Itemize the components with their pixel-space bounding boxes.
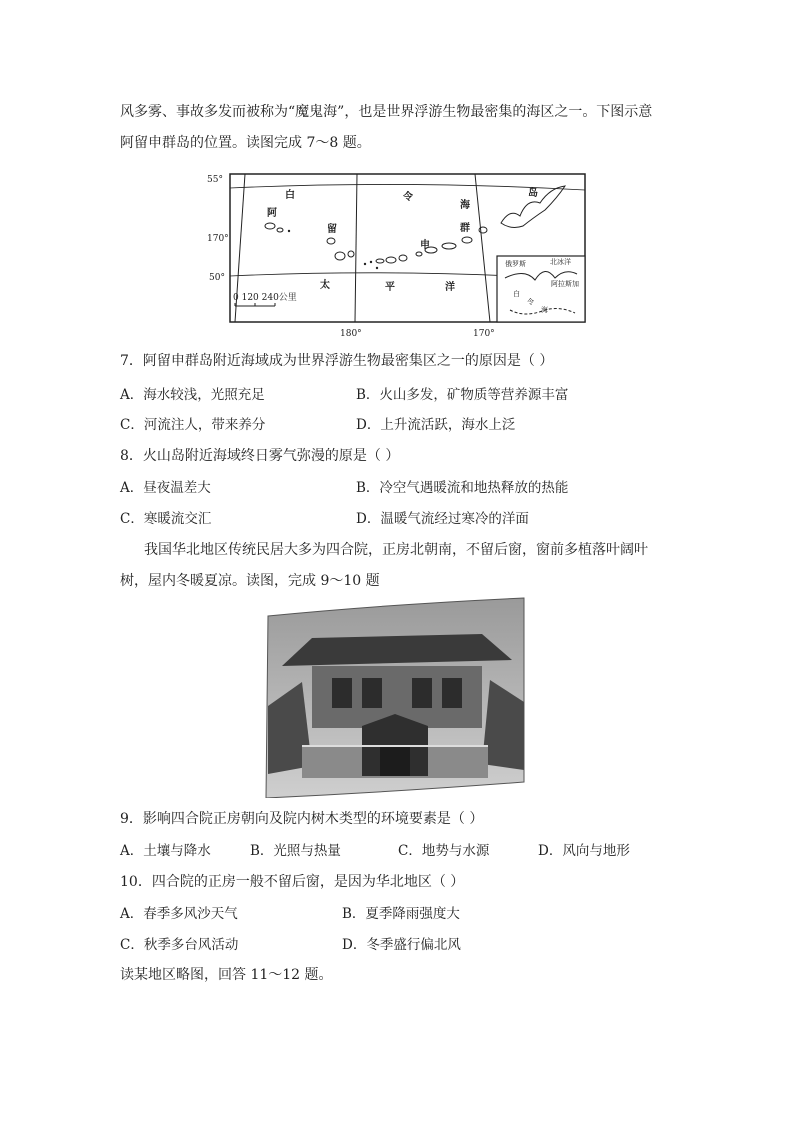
q7-stem: 7．阿留申群岛附近海域成为世界浮游生物最密集区之一的原因是（ ） xyxy=(120,353,554,369)
map-label-liu: 留 xyxy=(327,224,337,235)
intro-line-2: 阿留申群岛的位置。读图完成 7～8 题。 xyxy=(120,135,371,151)
inset-label-bai: 白 xyxy=(513,290,520,298)
intro2-line-2: 树，屋内冬暖夏凉。读图，完成 9～10 题 xyxy=(120,573,380,589)
q9-stem: 9．影响四合院正房朝向及院内树木类型的环境要素是（ ） xyxy=(120,811,484,827)
q10-stem: 10．四合院的正房一般不留后窗，是因为华北地区（ ） xyxy=(120,874,465,890)
lat-55-label: 55° xyxy=(207,175,223,185)
q9-option-d[interactable]: D．风向与地形 xyxy=(538,843,630,859)
inset-label-eluosi: 俄罗斯 xyxy=(505,260,526,268)
map-label-ping: 平 xyxy=(385,282,395,293)
map-label-dao: 岛 xyxy=(528,188,538,199)
q10-option-d[interactable]: D．冬季盛行偏北风 xyxy=(342,937,461,953)
map-label-hai: 海 xyxy=(460,200,470,211)
q9-option-c[interactable]: C．地势与水源 xyxy=(398,843,490,859)
map-scale-label: 0 120 240公里 xyxy=(233,293,297,303)
q8-option-c[interactable]: C．寒暖流交汇 xyxy=(120,511,212,527)
q10-option-c[interactable]: C．秋季多台风活动 xyxy=(120,937,239,953)
lat-50-label: 50° xyxy=(209,273,225,283)
lat-170-label: 170° xyxy=(207,234,229,244)
lon-170-label: 170° xyxy=(473,329,495,339)
map-label-tai: 太 xyxy=(320,280,330,291)
q9-option-a[interactable]: A．土壤与降水 xyxy=(120,843,211,859)
map-label-qun: 群 xyxy=(460,223,470,234)
map-label-yang: 洋 xyxy=(445,282,455,293)
inset-label-beibing: 北冰洋 xyxy=(550,258,571,266)
q8-option-d[interactable]: D．温暖气流经过寒冷的洋面 xyxy=(356,511,529,527)
lon-180-label: 180° xyxy=(340,329,362,339)
inset-label-ling: 令 xyxy=(527,298,534,306)
intro2-line-1: 我国华北地区传统民居大多为四合院，正房北朝南，不留后窗，窗前多植落叶阔叶 xyxy=(144,542,648,558)
q8-option-a[interactable]: A．昼夜温差大 xyxy=(120,480,211,496)
q10-option-b[interactable]: B．夏季降雨强度大 xyxy=(342,906,460,922)
intro-line-1: 风多雾、事故多发而被称为“魔鬼海”，也是世界浮游生物最密集的海区之一。下图示意 xyxy=(120,104,653,120)
q7-option-a[interactable]: A．海水较浅，光照充足 xyxy=(120,387,265,403)
q7-option-d[interactable]: D．上升流活跃，海水上泛 xyxy=(356,417,516,433)
aleutian-map xyxy=(205,168,593,340)
map-label-shen: 申 xyxy=(420,240,430,251)
q10-option-a[interactable]: A．春季多风沙天气 xyxy=(120,906,238,922)
q7-option-b[interactable]: B．火山多发，矿物质等营养源丰富 xyxy=(356,387,569,403)
inset-label-hai: 海 xyxy=(541,306,548,314)
inset-label-alasijia: 阿拉斯加 xyxy=(551,280,579,288)
inset-map xyxy=(497,256,585,322)
q7-option-c[interactable]: C．河流注人，带来养分 xyxy=(120,417,266,433)
outro-line: 读某地区略图，回答 11～12 题。 xyxy=(120,967,333,983)
map-label-bai: 白 xyxy=(285,190,295,201)
q8-option-b[interactable]: B．冷空气遇暖流和地热释放的热能 xyxy=(356,480,569,496)
q8-stem: 8．火山岛附近海域终日雾气弥漫的原是（ ） xyxy=(120,448,400,464)
map-label-ling: 令 xyxy=(403,192,413,203)
q9-option-b[interactable]: B．光照与热量 xyxy=(250,843,341,859)
map-label-a: 阿 xyxy=(267,208,277,219)
siheyuan-photo xyxy=(262,596,528,798)
